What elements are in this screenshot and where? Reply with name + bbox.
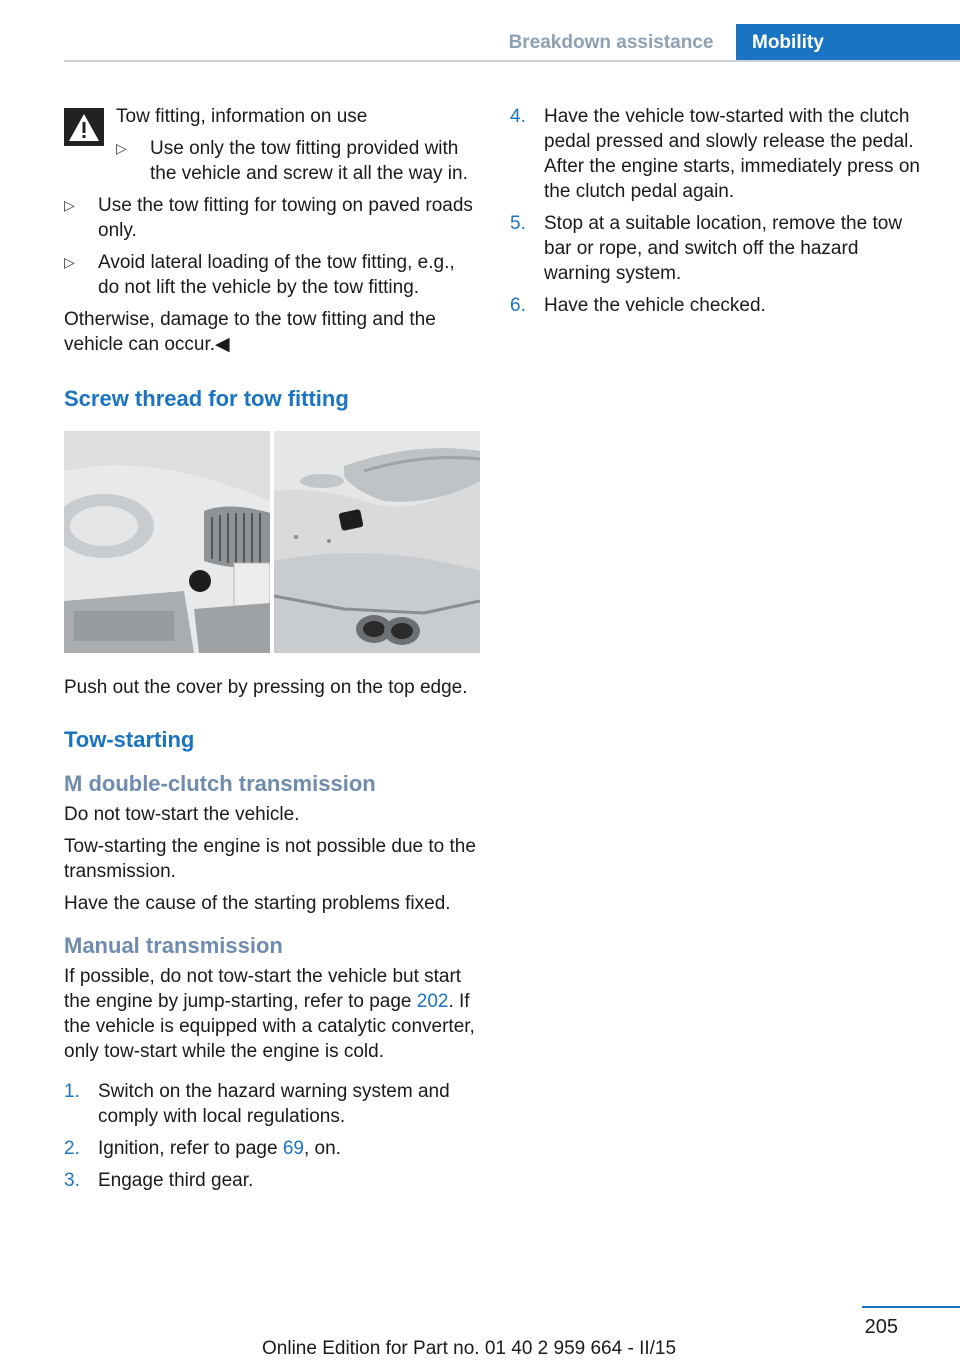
- page-link-69[interactable]: 69: [282, 1138, 304, 1159]
- bullet-icon: ▷: [116, 140, 127, 156]
- warning-bullet: [64, 250, 480, 300]
- manual-text: If possible, do not tow-start the vehicle but start the engine by jump-starting, refer to page: [64, 966, 462, 1012]
- edition-footer: Online Edition for Part no. 01 40 2 959 664 - II/15: [262, 1338, 677, 1359]
- warning-bullet: [64, 193, 480, 243]
- front-bumper-image: [64, 431, 270, 653]
- page-number: 205: [864, 1316, 898, 1338]
- warning-triangle-icon: [64, 108, 104, 146]
- step-number: 5.: [510, 213, 526, 234]
- warning-bullet-text: Avoid lateral loading of the tow fitting, e.g., do not lift the vehicle by the tow fitting.: [98, 252, 455, 298]
- warning-bullet-text: Use only the tow fitting provided with the vehicle and screw it all the way in.: [150, 138, 468, 184]
- list-item: [510, 211, 930, 286]
- list-item: [64, 1136, 480, 1161]
- step-number: 6.: [510, 295, 526, 316]
- step-number: 4.: [510, 106, 526, 127]
- right-column: [510, 104, 930, 325]
- step-text: Ignition, refer to page: [98, 1138, 283, 1159]
- warning-bullet: [116, 136, 480, 186]
- figure-caption: Push out the cover by pressing on the top edge.: [64, 677, 468, 698]
- footer-rule: [862, 1306, 960, 1308]
- mdct-text-2: Tow-starting the engine is not possible due to the transmission.: [64, 836, 476, 882]
- warning-block: [64, 104, 480, 186]
- page-link-202[interactable]: 202: [416, 991, 449, 1012]
- step-number: 2.: [64, 1138, 80, 1159]
- heading-m-double-clutch: M double-clutch transmission: [64, 771, 376, 796]
- mdct-text-3: Have the cause of the starting problems fixed.: [64, 893, 451, 914]
- header-rule: [64, 60, 960, 62]
- manual-paragraph: [64, 964, 480, 1064]
- header-chapter-tab: Mobility: [736, 24, 960, 62]
- step-text-end: , on.: [303, 1138, 341, 1159]
- warning-title: Tow fitting, information on use: [116, 106, 368, 127]
- step-text: Stop at a suitable location, remove the tow bar or rope, and switch off the hazard warning system.: [544, 213, 903, 284]
- warning-end-text: Otherwise, damage to the tow fitting and the vehicle can occur.◀: [64, 309, 436, 355]
- list-item: [510, 104, 930, 204]
- step-number: 1.: [64, 1081, 80, 1102]
- bullet-icon: ▷: [64, 197, 75, 213]
- heading-screw-thread: Screw thread for tow fitting: [64, 386, 349, 411]
- left-column: [64, 104, 480, 1200]
- list-item: [64, 1079, 480, 1129]
- bullet-icon: ▷: [64, 254, 75, 270]
- step-text: Have the vehicle tow-started with the clutch pedal pressed and slowly release the pedal. After the engine starts, immediately press on the clutch pedal again.: [544, 106, 920, 202]
- step-text: Switch on the hazard warning system and comply with local regulations.: [98, 1081, 450, 1127]
- mdct-text-1: Do not tow-start the vehicle.: [64, 804, 300, 825]
- header-section-title: Breakdown assistance: [508, 32, 714, 53]
- heading-tow-starting: Tow-starting: [64, 727, 195, 752]
- tow-fitting-figure: [64, 431, 480, 653]
- step-text: Engage third gear.: [98, 1170, 254, 1191]
- warning-bullet-text: Use the tow fitting for towing on paved roads only.: [98, 195, 473, 241]
- rear-bumper-image: [274, 431, 480, 653]
- list-item: [64, 1168, 480, 1193]
- step-text: Have the vehicle checked.: [544, 295, 766, 316]
- step-number: 3.: [64, 1170, 80, 1191]
- heading-manual-transmission: Manual transmission: [64, 933, 283, 958]
- list-item: [510, 293, 930, 318]
- manual-text-end: . If the vehicle is equipped with a catalytic converter, only tow-start while the engine is cold.: [64, 991, 475, 1062]
